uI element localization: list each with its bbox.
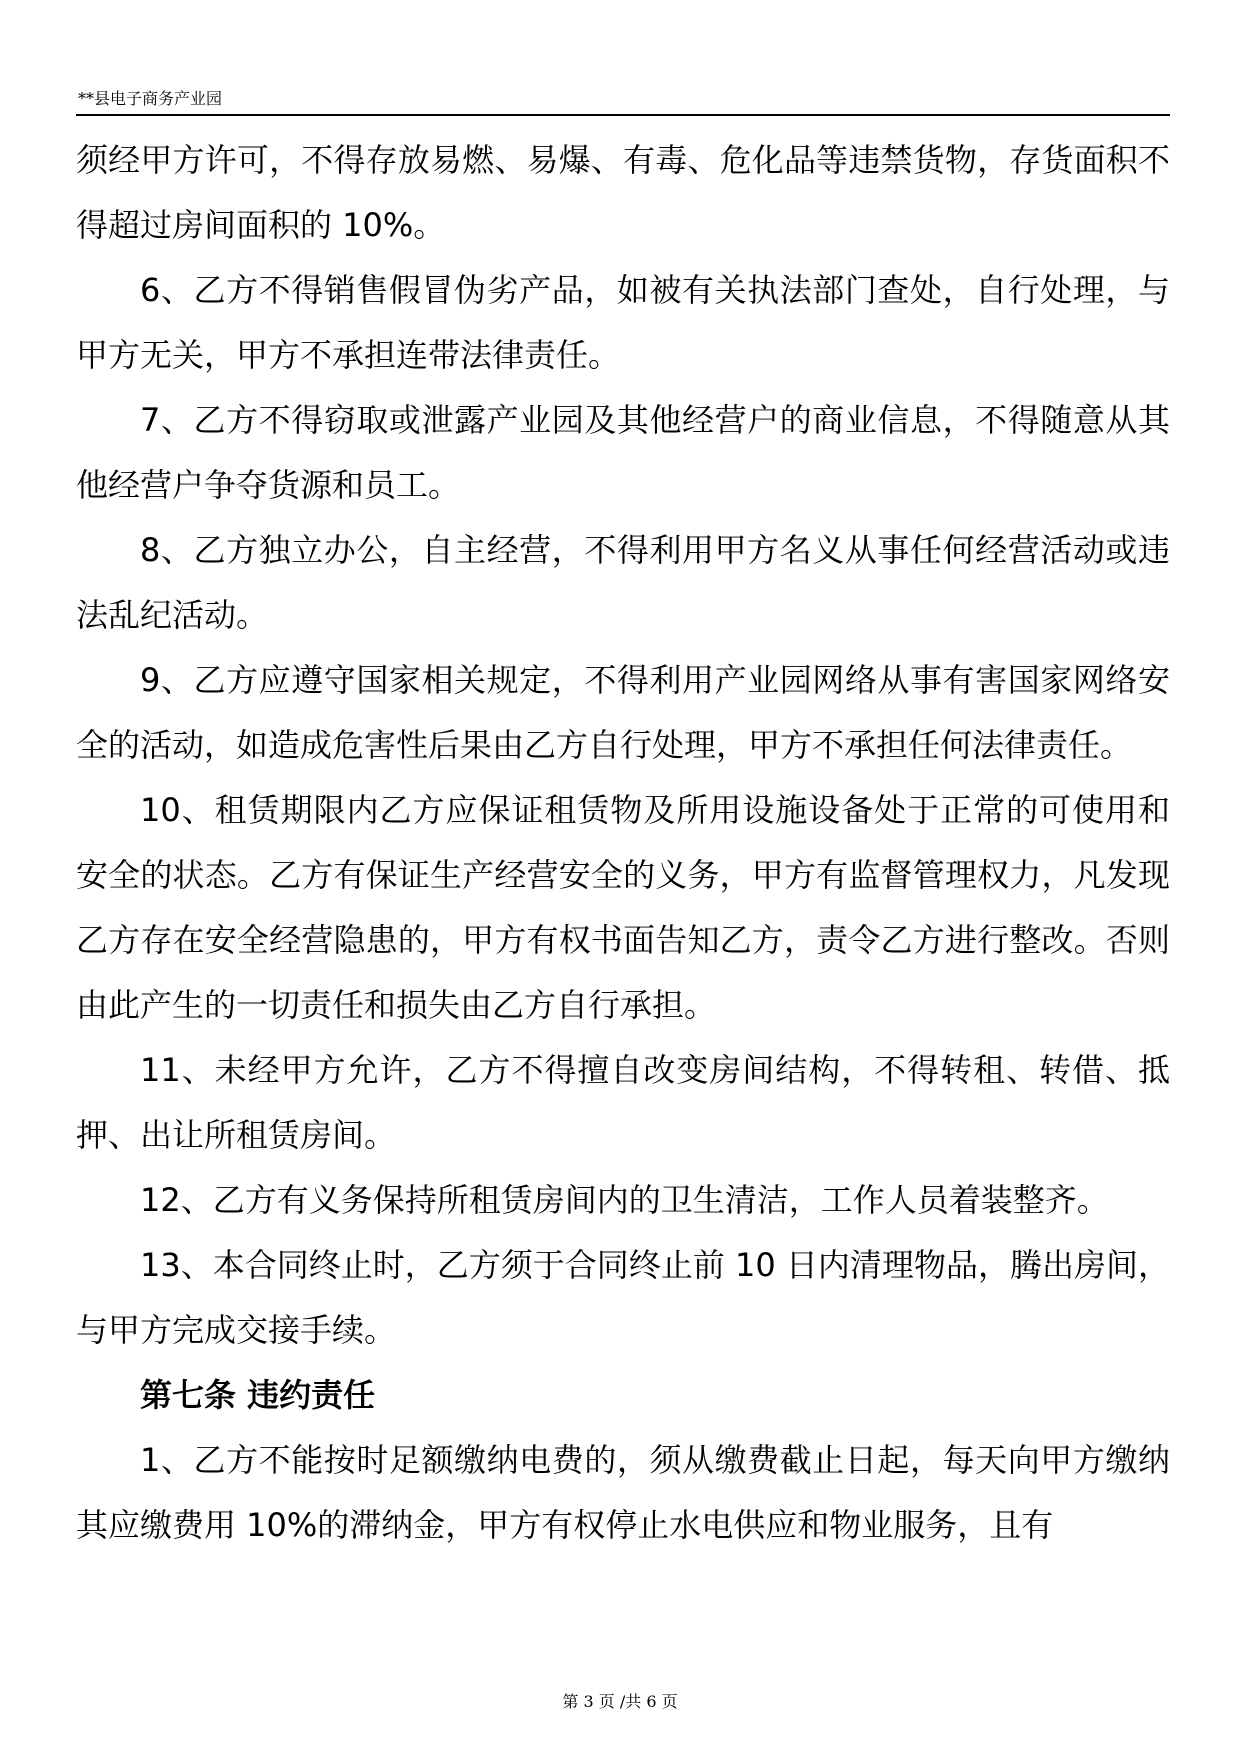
page-number: 第 3 页 /共 6 页	[562, 1692, 678, 1711]
clause-12: 12、乙方有义务保持所租赁房间内的卫生清洁，工作人员着装整齐。	[140, 1181, 1109, 1219]
clause-9: 9、乙方应遵守国家相关规定，不得利用产业园网络从事有害国家网络安全的活动，如造成危害性后果由乙方自行处理，甲方不承担任何法律责任。	[76, 661, 1170, 764]
clause-10: 10、租赁期限内乙方应保证租赁物及所用设施设备处于正常的可使用和安全的状态。乙方有保证生产经营安全的义务，甲方有监督管理权力，凡发现乙方存在安全经营隐患的，甲方有权书面告知乙方，责令乙方进行整改。否则由此产生的一切责任和损失由乙方自行承担。	[76, 791, 1170, 1024]
clause-6: 6、乙方不得销售假冒伪劣产品，如被有关执法部门查处，自行处理，与甲方无关，甲方不承担连带法律责任。	[76, 271, 1170, 374]
clause-13: 13、本合同终止时，乙方须于合同终止前 10 日内清理物品，腾出房间，与甲方完成交接手续。	[76, 1246, 1170, 1349]
clause-8: 8、乙方独立办公，自主经营，不得利用甲方名义从事任何经营活动或违法乱纪活动。	[76, 531, 1170, 634]
page-header	[76, 84, 1170, 116]
document-body	[76, 128, 1170, 1558]
header-title: **县电子商务产业园	[78, 89, 223, 108]
clause-7: 7、乙方不得窃取或泄露产业园及其他经营户的商业信息，不得随意从其他经营户争夺货源和员工。	[76, 401, 1170, 504]
section-heading: 第七条 违约责任	[140, 1376, 376, 1414]
clause-11: 11、未经甲方允许，乙方不得擅自改变房间结构，不得转租、转借、抵押、出让所租赁房间。	[76, 1051, 1170, 1154]
paragraph-continuation: 须经甲方许可，不得存放易燃、易爆、有毒、危化品等违禁货物，存货面积不得超过房间面积的 10%。	[76, 141, 1170, 244]
section-clause-1: 1、乙方不能按时足额缴纳电费的，须从缴费截止日起，每天向甲方缴纳其应缴费用 10%的滞纳金，甲方有权停止水电供应和物业服务，且有	[76, 1441, 1170, 1544]
page-footer	[0, 1692, 1240, 1712]
